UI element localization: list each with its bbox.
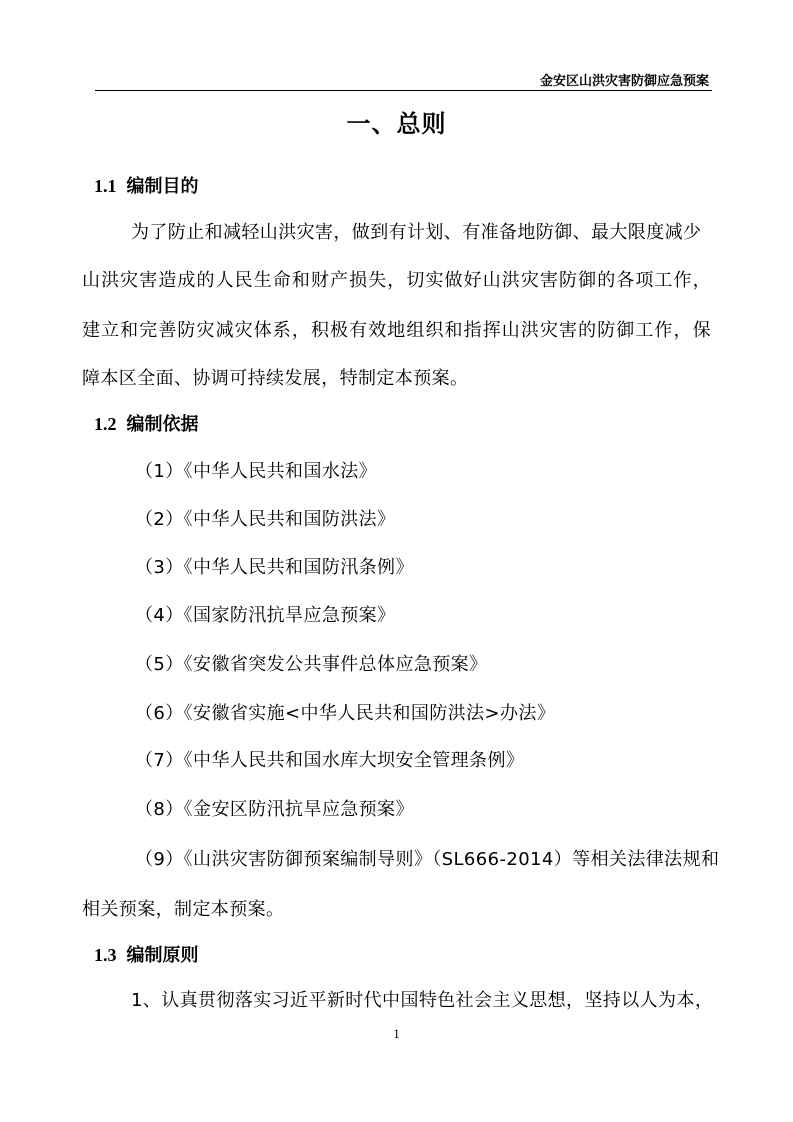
reference-item: （5）《安徽省突发公共事件总体应急预案》 [135,654,488,675]
reference-item: （8）《金安区防汛抗旱应急预案》 [135,799,414,820]
section-number: 1.1 [94,176,117,196]
reference-item: （7）《中华人民共和国水库大坝安全管理条例》 [135,750,525,771]
paragraph-line: 1、认真贯彻落实习近平新时代中国特色社会主义思想，坚持以人为本， [131,990,714,1011]
section-heading-1-2 [94,410,199,436]
paragraph-line: 建立和完善防灾减灾体系，积极有效地组织和指挥山洪灾害的防御工作，保 [82,320,711,341]
reference-item: （2）《中华人民共和国防洪法》 [135,509,396,530]
reference-item: （4）《国家防汛抗旱应急预案》 [135,605,396,626]
paragraph-line: 障本区全面、协调可持续发展，特制定本预案。 [82,368,469,389]
paragraph-line: 相关预案，制定本预案。 [82,899,285,920]
paragraph-line: 山洪灾害造成的人民生命和财产损失，切实做好山洪灾害防御的各项工作， [82,270,711,291]
reference-item: （6）《安徽省实施<中华人民共和国防洪法>办法》 [135,703,556,724]
section-title: 编制目的 [126,176,199,197]
section-title: 编制原则 [126,945,199,966]
section-heading-1-1 [94,172,199,198]
reference-item: （9）《山洪灾害防御预案编制导则》（SL666-2014）等相关法律法规和 [135,849,720,870]
header-rule [95,90,712,91]
page-number: 1 [393,1026,400,1041]
section-title: 编制依据 [126,414,199,435]
chapter-title: 一、总则 [346,110,447,138]
paragraph-line: 为了防止和减轻山洪灾害，做到有计划、有准备地防御、最大限度减少 [131,222,702,243]
reference-item: （3）《中华人民共和国防汛条例》 [135,557,414,578]
section-number: 1.2 [94,414,117,434]
reference-item: （1）《中华人民共和国水法》 [135,461,378,482]
section-heading-1-3 [94,941,199,967]
section-number: 1.3 [94,945,117,965]
running-header: 金安区山洪灾害防御应急预案 [539,74,709,89]
